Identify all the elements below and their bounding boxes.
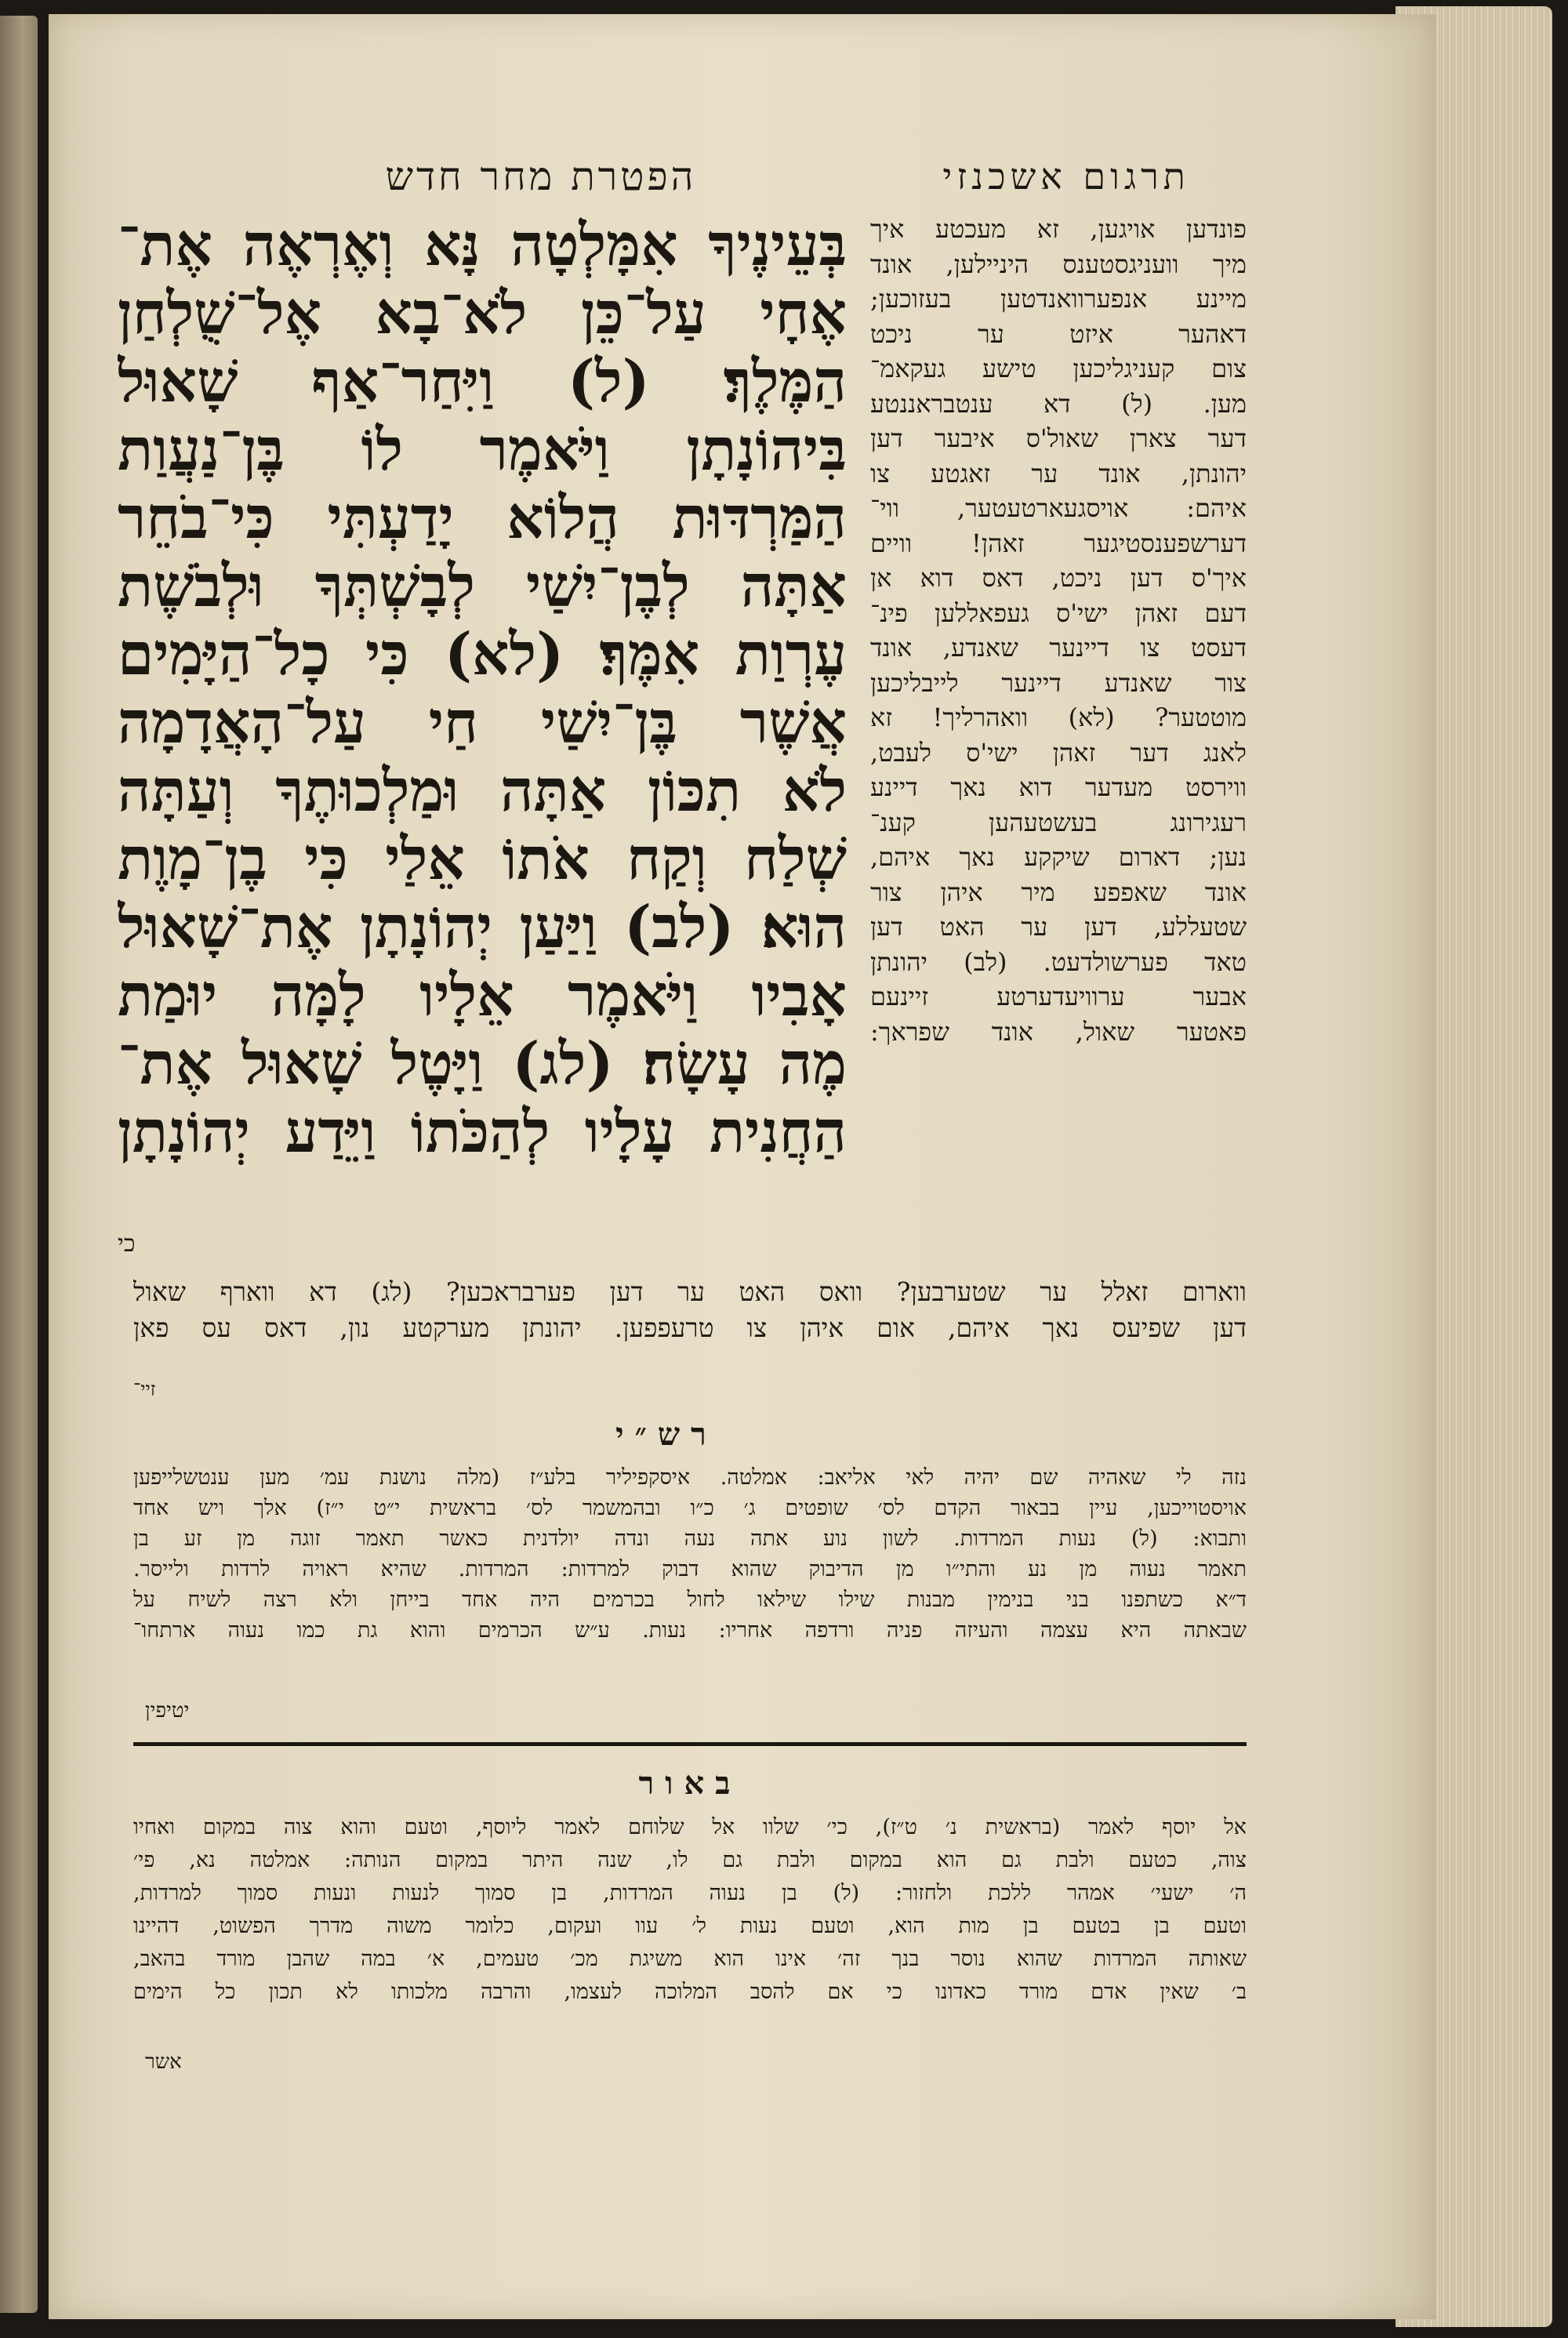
targum-line: דער צארן שאול'ס איבער דען — [870, 423, 1247, 453]
rashi-line: שבאתה היא עצמה והעיזה פניה ורדפה אחריו: נעות. ע״ש הכרמים והוא גת כמו נעוה ארתחו־ — [133, 1618, 1247, 1643]
hebrew-line: בְּעֵינֶיךָ אִמָּלְטָה נָּא וְאֶרְאֶה אֶת־ — [118, 212, 847, 279]
targum-line: צור שאנדע דיינער לייבליכען — [870, 667, 1247, 698]
hebrew-line: לֹא תִכּוֹן אַתָּה וּמַלְכוּתֶךָ וְעַתָּה — [118, 757, 847, 825]
targum-line: דעם זאהן ישי'ס געפאללען פינ־ — [870, 597, 1247, 628]
targum-line: יהונתן, אונד ער זאגטע צו — [870, 458, 1247, 488]
hebrew-line: מֶה עָשָׂה׃ (לג) וַיָּטֶל שָׁאוּל אֶת־ — [118, 1030, 847, 1098]
running-head-targum: תרגום אשכנזי — [942, 155, 1190, 198]
targum-line: דאהער איזט ער ניכט — [870, 318, 1247, 349]
targum-full-line: דען שפיעס נאך איהם, אום איהן צו טרעפפען. יהונתן מערקטע נון, דאס עס פאן — [133, 1312, 1247, 1343]
biur-line: שאותה המרדות שהוא נוסר בנך זה׳ אינו הוא משיגת מכ׳ טעמים, א׳ במה שהבן מורד בהאב, — [133, 1947, 1247, 1971]
targum-line: מיך וועניגסטענס היניילען, אונד — [870, 249, 1247, 279]
rashi-commentary — [133, 1462, 1247, 1721]
hebrew-line: אֲשֶׁר בֶּן־יִשַׁי חַי עַל־הָאֲדָמָה — [118, 689, 847, 757]
rashi-catchword: יטיפין — [145, 1699, 190, 1723]
targum-line: נען; דארום שיקקע נאך איהם, — [870, 842, 1247, 872]
targum-full-width — [133, 1274, 1247, 1376]
targum-line: אונד שאפפע מיר איהן צור — [870, 877, 1247, 907]
rashi-line: ד״א כשתפנו בני בנימין מבנות שילו שילאו לחול בכרמים היה אחד בייחן ולא רצה לשיח על — [133, 1588, 1247, 1612]
hebrew-line: אֶחָי עַל־כֵּן לֹא־בָא אֶל־שֻׁלְחַן — [118, 280, 847, 347]
biur-line: ב׳ שאין אדם מורד כאדונו כי אם להסב המלוכה לעצמו, והרבה מלכותו לא תכון כל הימים — [133, 1980, 1247, 2004]
targum-line: רעגירונג בעשטעהען קענ־ — [870, 807, 1247, 837]
targum-full-line: ווארום זאלל ער שטערבען? וואס האט ער דען פערבראכען? (לג) דא ווארף שאול — [133, 1276, 1247, 1307]
targum-line: איך'ס דען ניכט, דאס דוא אן — [870, 563, 1247, 593]
rashi-line: אויסטוייכען, עיין בבאור הקדם לס׳ שופטים ג׳ כ״ו ובהמשמר לס׳ בראשית י״ט י״ז) אלך ויש אחד — [133, 1496, 1247, 1520]
targum-line: לאנג דער זאהן ישי'ס לעבט, — [870, 737, 1247, 768]
biur-line: אל יוסף לאמר (בראשית נ׳ ט״ז), כי׳ שלוו אל שלוחם לאמר ליוסף, וטעם והוא צוה במקום ואחיו — [133, 1815, 1247, 1839]
running-head-haftarah: הפטרת מחר חדש — [385, 154, 697, 199]
targum-line: איהם: אויסגעארטעטער, ווי־ — [870, 493, 1247, 523]
hebrew-line: אַתָּה לְבֶן־יִשַׁי לְבָשְׁתְּךָ וּלְבֹשֶׁת — [118, 553, 847, 620]
hebrew-line: הוּא׃ (לב) וַיַּעַן יְהוֹנָתָן אֶת־שָׁאוּל — [118, 894, 847, 961]
targum-line: אבער ערוויעדערטע זיינעם — [870, 982, 1247, 1011]
targum-line: שטעללע, דען ער האט דען — [870, 912, 1247, 942]
targum-line: מען. (ל) דא ענטבראננטע — [870, 388, 1247, 419]
targum-line: צום קעניגליכען טישע געקאמ־ — [870, 354, 1247, 383]
targum-line: פאטער שאול, אונד שפראך: — [870, 1016, 1247, 1047]
targum-line: מיינע אנפערוואנדטען בעזוכען; — [870, 284, 1247, 314]
biur-commentary — [133, 1811, 1247, 2062]
biur-line: ה׳ ישעי׳ אמהר ללכת ולחזור: (ל) בן נעוה המרדות, בן סמוך לנעות ונעות סמוך למרדות, — [133, 1881, 1247, 1905]
biur-heading: באור — [638, 1765, 742, 1802]
rashi-line: נזה לי שאהיה שם יהיה לאי אליאב: אמלטה. איסקפיליר בלע״ז (מלה נושנת עמ׳ מען ענטשלייפען — [133, 1465, 1247, 1490]
targum-text-column — [870, 212, 1247, 1278]
hebrew-line: בִּיהוֹנָתָן וַיֹּאמֶר לוֹ בֶּן־נַעֲוַת — [118, 416, 847, 484]
targum-line: פונדען אויגען, זא מעכטע איך — [870, 214, 1247, 244]
biur-line: וטעם בן בטעם בן מות הוא, וטעם נעות ל׳ עוו ועקום, כלומר משוה מדרך הפשוט, דהיינו — [133, 1914, 1247, 1938]
targum-line: מוטטער? (לא) וואהרליך! זא — [870, 702, 1247, 732]
facing-page-edge — [0, 16, 38, 2313]
hebrew-catchword: כי — [118, 1230, 136, 1258]
hebrew-text-column — [118, 212, 847, 1262]
targum-line: טאד פערשולדעט. (לב) יהונתן — [870, 946, 1247, 977]
biur-catchword: אשר — [145, 2050, 182, 2074]
targum-catchword: זיי־ — [133, 1378, 156, 1400]
hebrew-line: אָבִיו וַיֹּאמֶר אֵלָיו לָמָּה יוּמַת — [118, 962, 847, 1029]
targum-line: דערשפענסטיגער זאהן! וויים — [870, 528, 1247, 558]
targum-line: דעסט צו דיינער שאנדע, אונד — [870, 633, 1247, 663]
targum-line: ווירסט מעדער דוא נאך דיינע — [870, 772, 1247, 802]
hebrew-line: הַמֶּלֶךְ׃ (ל) וַיִּחַר־אַף שָׁאוּל — [118, 348, 847, 416]
hebrew-line: שְׁלַח וְקַח אֹתוֹ אֵלַי כִּי בֶן־מָוֶת — [118, 826, 847, 893]
rashi-line: תאמר נעוה מן נע והתי״ו מן הדיבוק שהוא דבוק למרדות: המרדות. שהיא ראויה לרדות ולייסר. — [133, 1557, 1247, 1581]
rashi-line: ותבוא: (ל) נעות המרדות. לשון נוע אתה נעה ונדה יולדנית כאשר תאמר זוגה מן זע בן — [133, 1527, 1247, 1551]
biur-line: צוה, כטעם ולבת גם הוא במקום ולבת גם לו, שנה היתר במקום הנותה: אמלטה נא, פי׳ — [133, 1848, 1247, 1872]
rashi-heading: רש״י — [615, 1416, 717, 1453]
hebrew-line: הַמַּרְדּוּת הֲלוֹא יָדַעְתִּי כִּי־בֹחֵר — [118, 485, 847, 552]
hebrew-line: הַחֲנִית עָלָיו לְהַכֹּתוֹ וַיֵּדַע יְהוֹנָתָן — [118, 1098, 847, 1166]
section-divider-rule — [133, 1742, 1247, 1746]
hebrew-line: עֶרְוַת אִמֶּךָ׃ (לא) כִּי כָל־הַיָּמִים — [118, 621, 847, 688]
